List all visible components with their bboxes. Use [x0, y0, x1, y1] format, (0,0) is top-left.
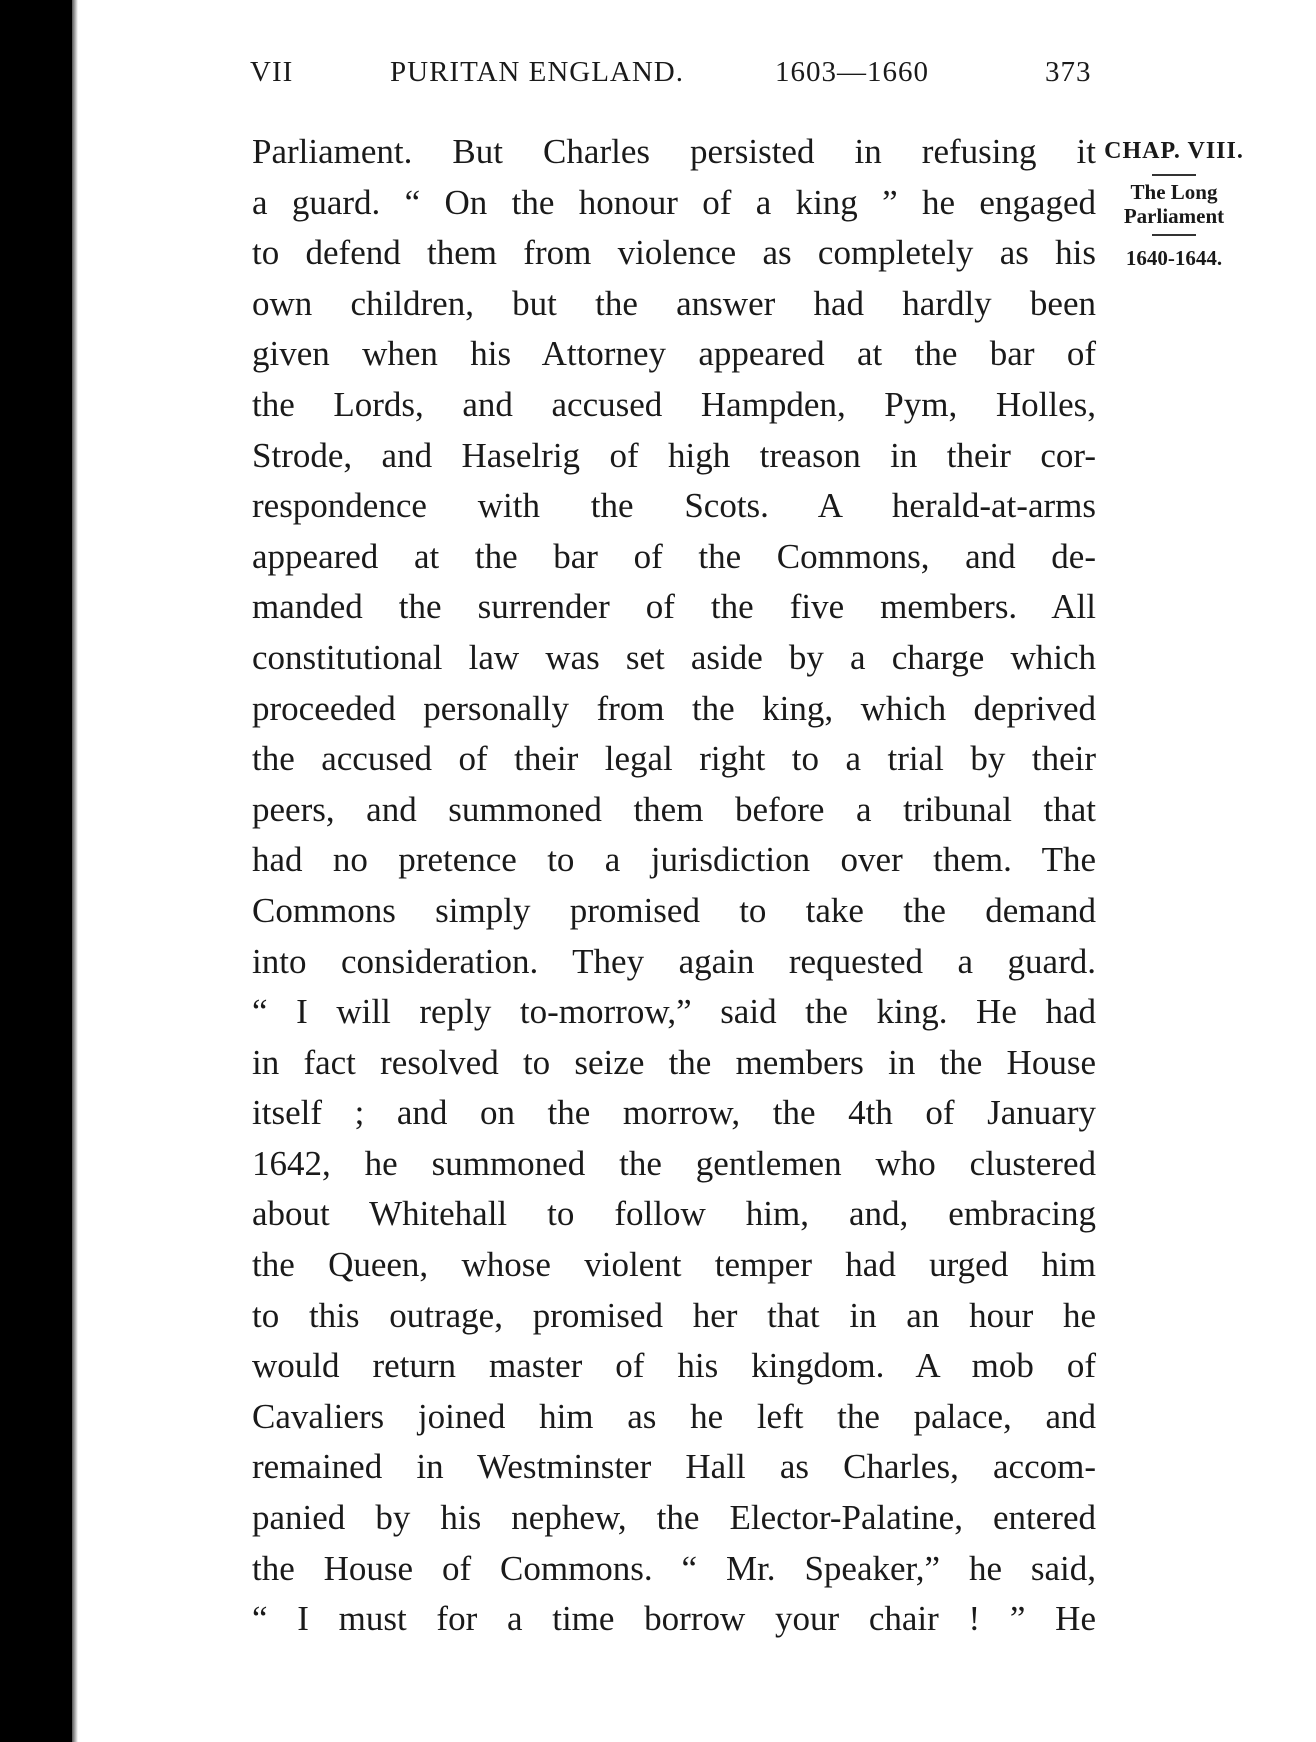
- text-line: a guard. “ On the honour of a king ” he engaged: [252, 182, 1096, 222]
- text-line: into consideration. They again requested a guard.: [252, 941, 1096, 981]
- text-line: would return master of his kingdom. A mob of: [252, 1346, 1096, 1386]
- running-head-title: PURITAN ENGLAND.: [390, 56, 684, 88]
- text-line: remained in Westminster Hall as Charles, accom-: [252, 1447, 1096, 1487]
- text-line: respondence with the Scots. A herald-at-arms: [252, 486, 1096, 526]
- text-line: “ I will reply to-morrow,” said the king. He had: [252, 992, 1096, 1032]
- text-line: to defend them from violence as completely as his: [252, 233, 1096, 273]
- text-line: to this outrage, promised her that in an hour he: [252, 1295, 1096, 1335]
- text-line: Cavaliers joined him as he left the palace, and: [252, 1396, 1096, 1436]
- text-line: panied by his nephew, the Elector-Palatine, entered: [252, 1498, 1096, 1538]
- text-line: given when his Attorney appeared at the bar of: [252, 334, 1096, 374]
- text-line: proceeded personally from the king, which deprived: [252, 688, 1096, 728]
- running-head-dates: 1603—1660: [775, 56, 929, 88]
- text-line: “ I must for a time borrow your chair ! ” He: [252, 1599, 1096, 1639]
- sidenote-rule-2: [1152, 234, 1196, 236]
- text-line: the Lords, and accused Hampden, Pym, Holles,: [252, 384, 1096, 424]
- text-line: in fact resolved to seize the members in the House: [252, 1042, 1096, 1082]
- text-line: the Queen, whose violent temper had urged him: [252, 1245, 1096, 1285]
- running-head: [250, 56, 1090, 96]
- text-line: about Whitehall to follow him, and, embracing: [252, 1194, 1096, 1234]
- sidenote-rule: [1152, 174, 1196, 176]
- text-line: constitutional law was set aside by a charge which: [252, 637, 1096, 677]
- page-number: 373: [1045, 56, 1092, 88]
- text-line: Strode, and Haselrig of high treason in their cor-: [252, 435, 1096, 475]
- text-line: own children, but the answer had hardly been: [252, 283, 1096, 323]
- text-line: the House of Commons. “ Mr. Speaker,” he said,: [252, 1548, 1096, 1588]
- running-head-chapter: VII: [250, 56, 294, 88]
- text-line: itself ; and on the morrow, the 4th of January: [252, 1093, 1096, 1133]
- text-line: had no pretence to a jurisdiction over them. The: [252, 840, 1096, 880]
- text-line: 1642, he summoned the gentlemen who clustered: [252, 1143, 1096, 1183]
- text-line: appeared at the bar of the Commons, and de-: [252, 536, 1096, 576]
- text-line: the accused of their legal right to a trial by their: [252, 739, 1096, 779]
- text-line: peers, and summoned them before a tribunal that: [252, 789, 1096, 829]
- scan-gutter-shadow: [0, 0, 72, 1742]
- text-line: Parliament. But Charles persisted in refusing it: [252, 132, 1096, 171]
- sidenote-chapter: CHAP. VIII.: [1104, 138, 1244, 164]
- sidenote-topic-line2: Parliament: [1123, 204, 1225, 228]
- sidenote-dates: 1640-1644.: [1125, 246, 1223, 270]
- text-line: manded the surrender of the five members. All: [252, 587, 1096, 627]
- text-line: Commons simply promised to take the demand: [252, 890, 1096, 930]
- body-text: [252, 127, 1096, 1645]
- sidenote-topic-line1: The Long: [1130, 180, 1218, 204]
- margin-sidenote: [1098, 138, 1250, 271]
